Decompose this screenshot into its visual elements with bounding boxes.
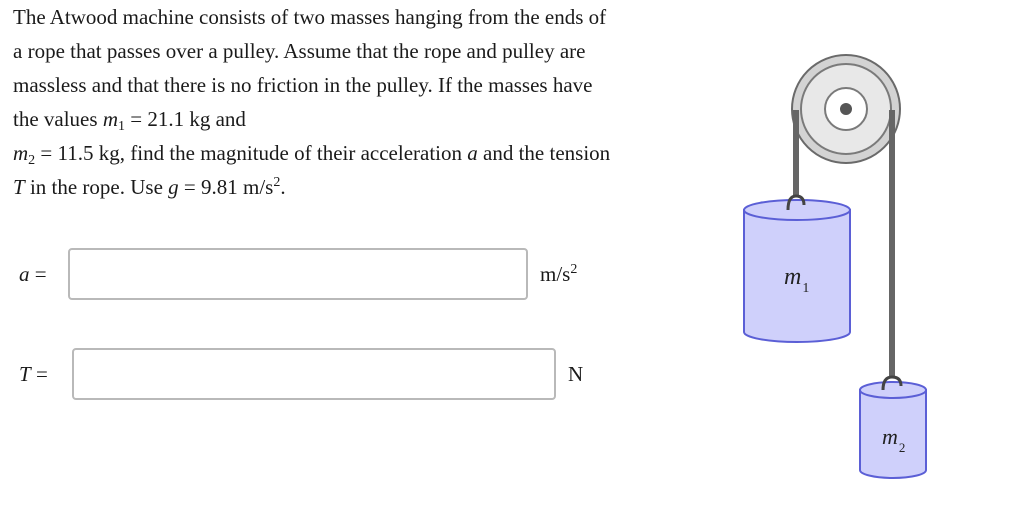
tension-answer-row (0, 348, 620, 400)
atwood-machine-figure (700, 40, 1000, 500)
acceleration-label: a = (19, 262, 47, 286)
tension-input[interactable] (72, 348, 556, 400)
m1-symbol: m (102, 107, 118, 131)
acceleration-input[interactable] (68, 248, 528, 300)
mass-2 (860, 377, 926, 478)
problem-text: The Atwood machine consists of two masses hanging from the ends of a rope that passes over a pulley. Assume that the rope and pulley are massless and that there is no friction in the pulley. If the masses have the values $m_1 = 21.1$ kg and $m_2 = 11.5$ kg, find the magnitude of their acceleration a and the tension T in the rope. Use g = 9.81 $m/s^2$. (13, 5, 611, 199)
mass-1 (744, 196, 850, 342)
acceleration-answer-row (0, 248, 620, 300)
tension-unit: N (568, 362, 584, 386)
mass-1-label: $m_1$ (784, 264, 810, 296)
T-symbol: T (13, 175, 25, 199)
a-symbol: a (467, 141, 478, 165)
g-symbol: g (168, 175, 179, 199)
acceleration-unit: $m/s^2$ (540, 262, 578, 286)
tension-label: T = (19, 362, 48, 386)
mass-2-label: $m_2$ (882, 424, 906, 455)
m2-symbol: m (13, 141, 29, 165)
problem-statement (13, 0, 613, 204)
atwood-machine-diagram (700, 40, 1000, 500)
pulley (792, 55, 900, 163)
